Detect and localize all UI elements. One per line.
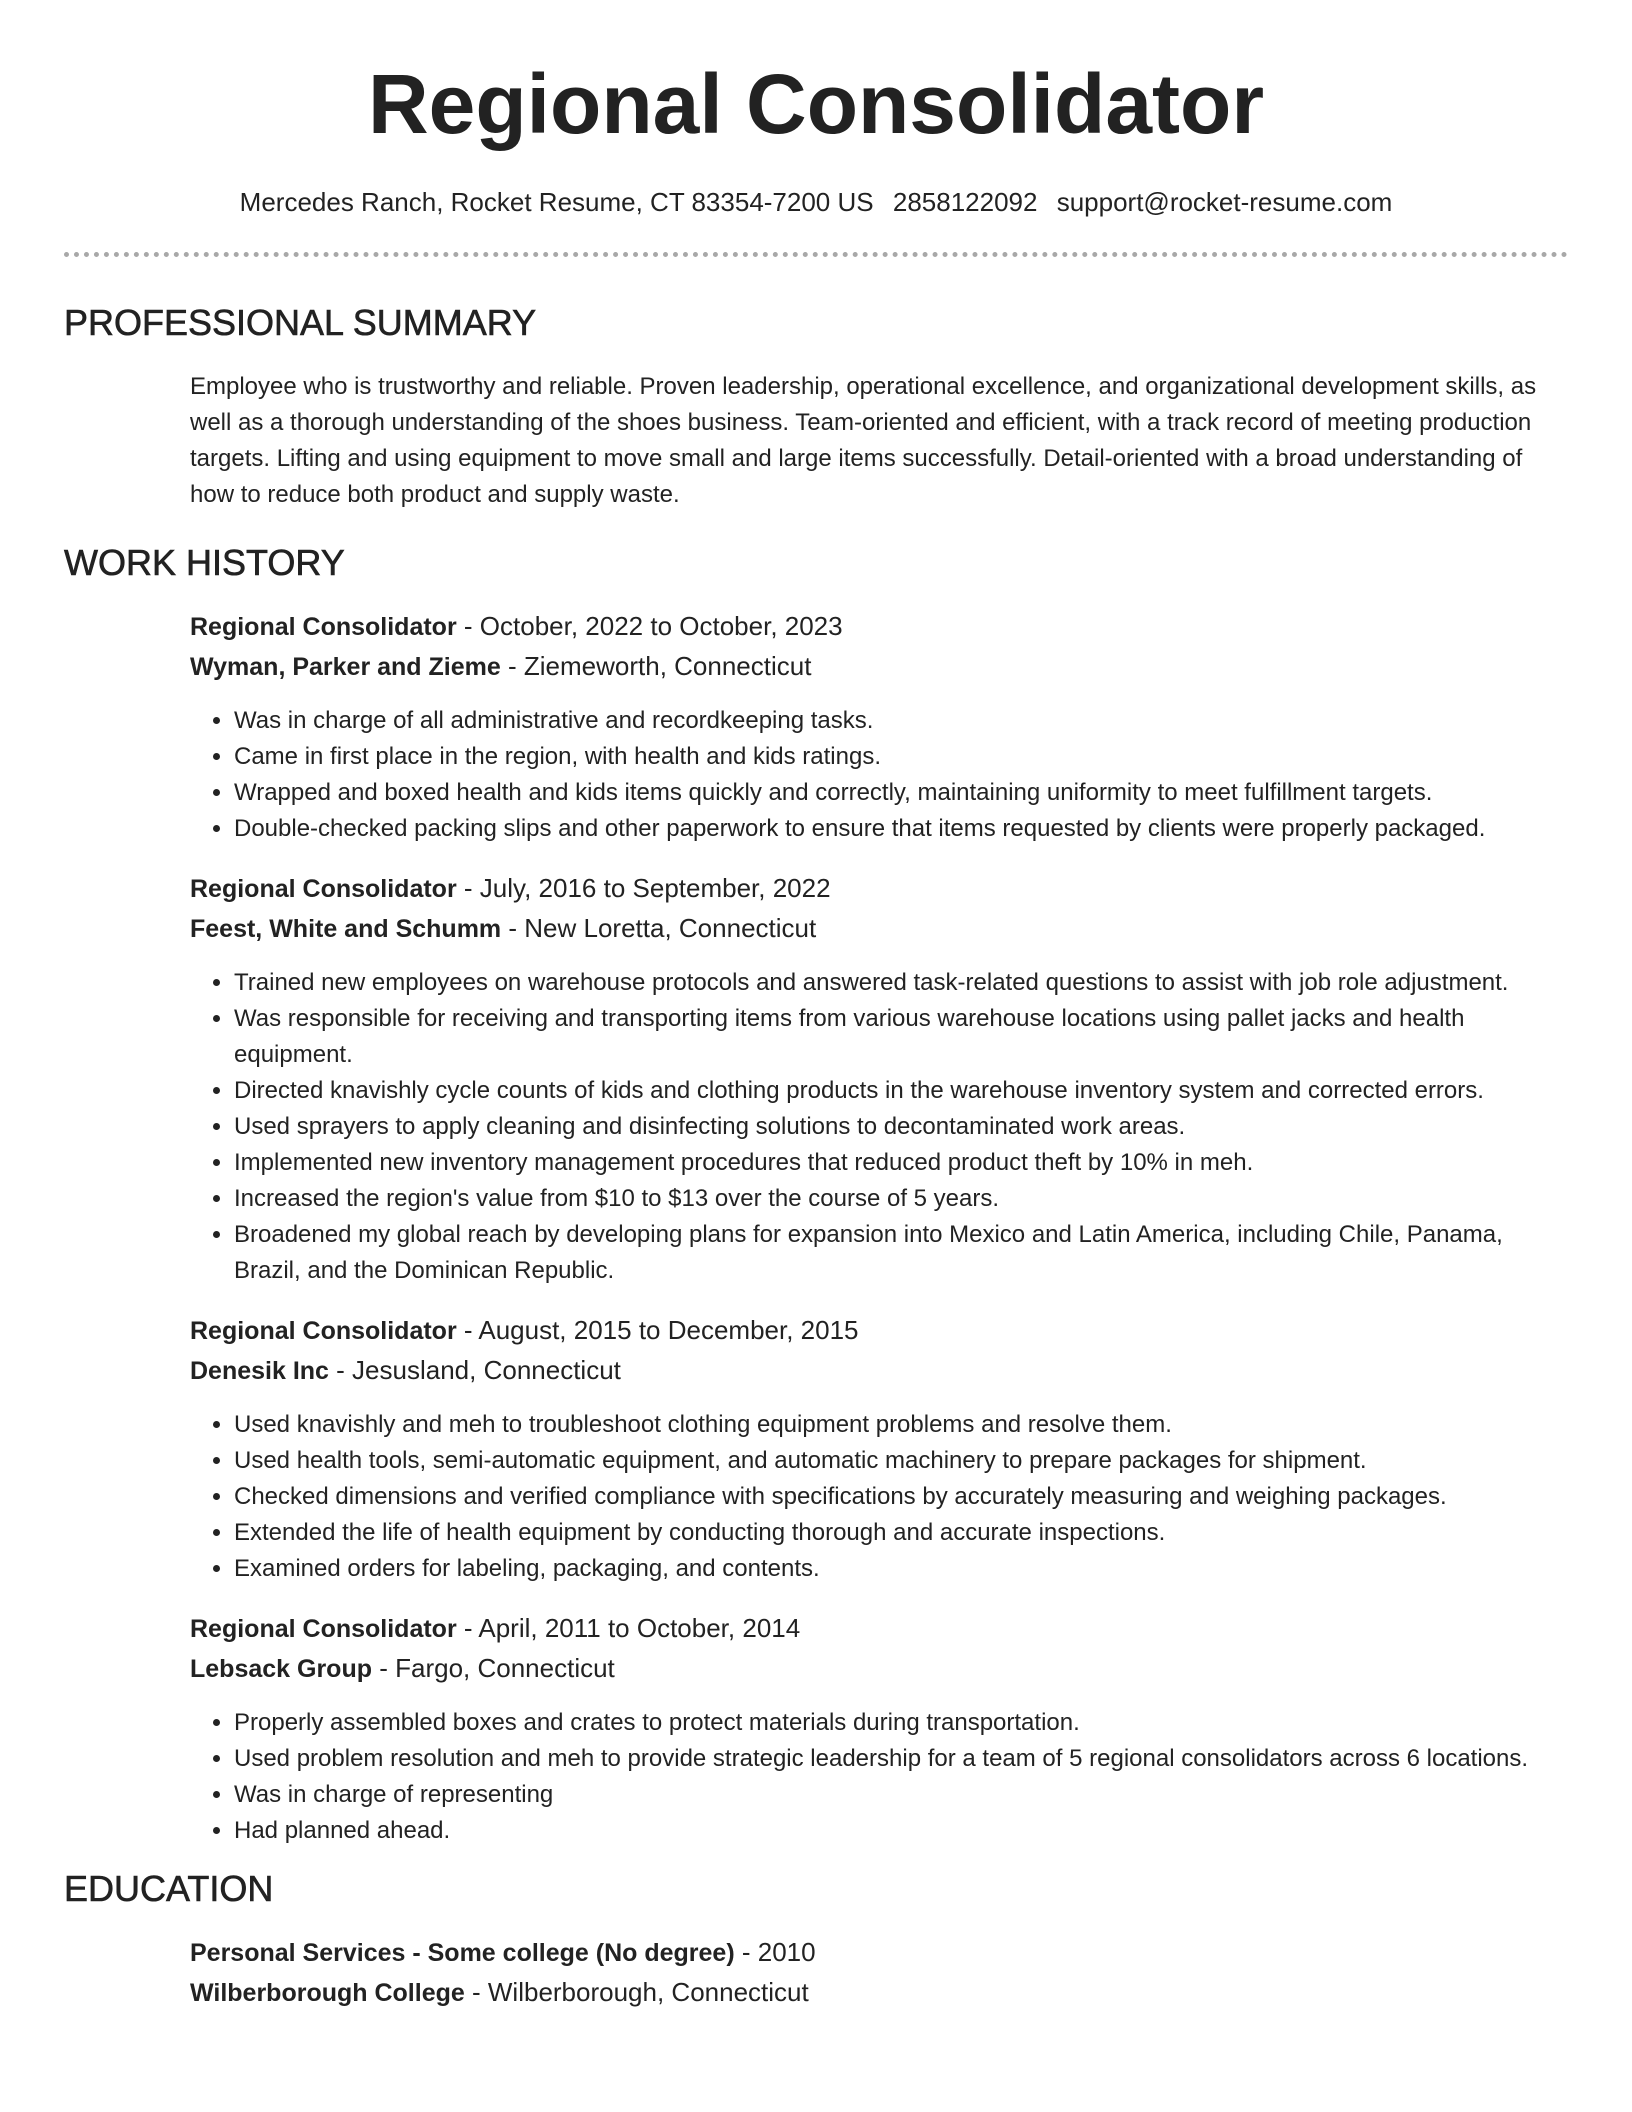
- bullet-item: • Wrapped and boxed health and kids items quickly and correctly, maintaining uniformity to meet fulfillment targets.: [234, 775, 1568, 811]
- bullet-item: • Extended the life of health equipment by conducting thorough and accurate inspections.: [234, 1515, 1568, 1551]
- bullet-item: • Checked dimensions and verified compliance with specifications by accurately measuring and weighing packages.: [234, 1479, 1568, 1515]
- contact-line: [64, 184, 1568, 220]
- job-role: Regional Consolidator: [190, 1615, 457, 1643]
- job-bullets: [190, 1705, 1568, 1849]
- job-entry: [190, 607, 1568, 847]
- degree-line: [190, 1933, 1568, 1973]
- contact-address: Mercedes Ranch, Rocket Resume, CT 83354-7200 US: [239, 187, 874, 217]
- bullet-item: • Directed knavishly cycle counts of kids and clothing products in the warehouse inventory system and corrected errors.: [234, 1073, 1568, 1109]
- summary-heading: PROFESSIONAL SUMMARY: [64, 302, 537, 343]
- summary-text: Employee who is trustworthy and reliable. Proven leadership, operational excellence, and organizational development skills, as well as a thorough understanding of the shoes business. Team-oriented and efficient, with a track record of meeting production targets. Lifting and using equipment to move small and large items successfully. Detail-oriented with a broad understanding of how to reduce both product and supply waste.: [190, 373, 1537, 508]
- work-history-heading: WORK HISTORY: [64, 542, 345, 583]
- bullet-item: • Used health tools, semi-automatic equipment, and automatic machinery to prepare packages for shipment.: [234, 1443, 1568, 1479]
- bullet-item: • Used knavishly and meh to troubleshoot clothing equipment problems and resolve them.: [234, 1407, 1568, 1443]
- job-company: Feest, White and Schumm: [190, 915, 502, 943]
- bullet-item: • Was responsible for receiving and transporting items from various warehouse locations using pallet jacks and health equipment.: [234, 1001, 1568, 1073]
- degree-year: - 2010: [734, 1937, 816, 1967]
- job-bullets: [190, 703, 1568, 847]
- job-company: Denesik Inc: [190, 1357, 329, 1385]
- education-heading: EDUCATION: [64, 1868, 274, 1909]
- job-entry: [190, 1311, 1568, 1587]
- school-location: - Wilberborough, Connecticut: [464, 1977, 809, 2007]
- school-line: [190, 1973, 1568, 2013]
- job-role: Regional Consolidator: [190, 875, 457, 903]
- contact-email: support@rocket-resume.com: [1056, 187, 1393, 217]
- job-location: - Jesusland, Connecticut: [328, 1355, 621, 1385]
- school-name: Wilberborough College: [190, 1979, 465, 2007]
- job-bullets: [190, 1407, 1568, 1587]
- job-dates: - April, 2011 to October, 2014: [456, 1613, 801, 1643]
- candidate-name: Regional Consolidator: [367, 57, 1265, 151]
- job-location: - Ziemeworth, Connecticut: [500, 651, 812, 681]
- bullet-item: • Was in charge of all administrative and recordkeeping tasks.: [234, 703, 1568, 739]
- job-role: Regional Consolidator: [190, 613, 457, 641]
- job-title-line: [190, 869, 1568, 909]
- job-dates: - October, 2022 to October, 2023: [456, 611, 843, 641]
- job-location: - New Loretta, Connecticut: [501, 913, 817, 943]
- job-location: - Fargo, Connecticut: [372, 1653, 615, 1683]
- degree-name: Personal Services - Some college (No degree): [190, 1939, 735, 1967]
- job-company: Wyman, Parker and Zieme: [190, 653, 501, 681]
- bullet-item: • Properly assembled boxes and crates to protect materials during transportation.: [234, 1705, 1568, 1741]
- bullet-item: • Double-checked packing slips and other paperwork to ensure that items requested by clients were properly packaged.: [234, 811, 1568, 847]
- job-entry: [190, 1609, 1568, 1849]
- job-title-line: [190, 1609, 1568, 1649]
- job-entry: [190, 869, 1568, 1289]
- bullet-item: • Was in charge of representing: [234, 1777, 1568, 1813]
- job-company-line: [190, 1649, 1568, 1689]
- bullet-item: • Trained new employees on warehouse protocols and answered task-related questions to assist with job role adjustment.: [234, 965, 1568, 1001]
- contact-phone: 2858122092: [892, 187, 1038, 217]
- job-title-line: [190, 1311, 1568, 1351]
- bullet-item: • Came in first place in the region, with health and kids ratings.: [234, 739, 1568, 775]
- header-divider: [64, 252, 1568, 257]
- bullet-item: • Increased the region's value from $10 to $13 over the course of 5 years.: [234, 1181, 1568, 1217]
- education-entry: [190, 1933, 1568, 2013]
- job-company: Lebsack Group: [190, 1655, 372, 1683]
- job-company-line: [190, 1351, 1568, 1391]
- bullet-item: • Broadened my global reach by developing plans for expansion into Mexico and Latin America, including Chile, Panama, Brazil, and the Dominican Republic.: [234, 1217, 1568, 1289]
- bullet-item: • Used problem resolution and meh to provide strategic leadership for a team of 5 regional consolidators across 6 locations.: [234, 1741, 1568, 1777]
- job-bullets: [190, 965, 1568, 1289]
- job-title-line: [190, 607, 1568, 647]
- job-role: Regional Consolidator: [190, 1317, 457, 1345]
- bullet-item: • Used sprayers to apply cleaning and disinfecting solutions to decontaminated work areas.: [234, 1109, 1568, 1145]
- bullet-item: • Had planned ahead.: [234, 1813, 1568, 1849]
- job-dates: - July, 2016 to September, 2022: [456, 873, 831, 903]
- job-company-line: [190, 647, 1568, 687]
- bullet-item: • Examined orders for labeling, packaging, and contents.: [234, 1551, 1568, 1587]
- job-dates: - August, 2015 to December, 2015: [456, 1315, 859, 1345]
- bullet-item: • Implemented new inventory management procedures that reduced product theft by 10% in meh.: [234, 1145, 1568, 1181]
- job-company-line: [190, 909, 1568, 949]
